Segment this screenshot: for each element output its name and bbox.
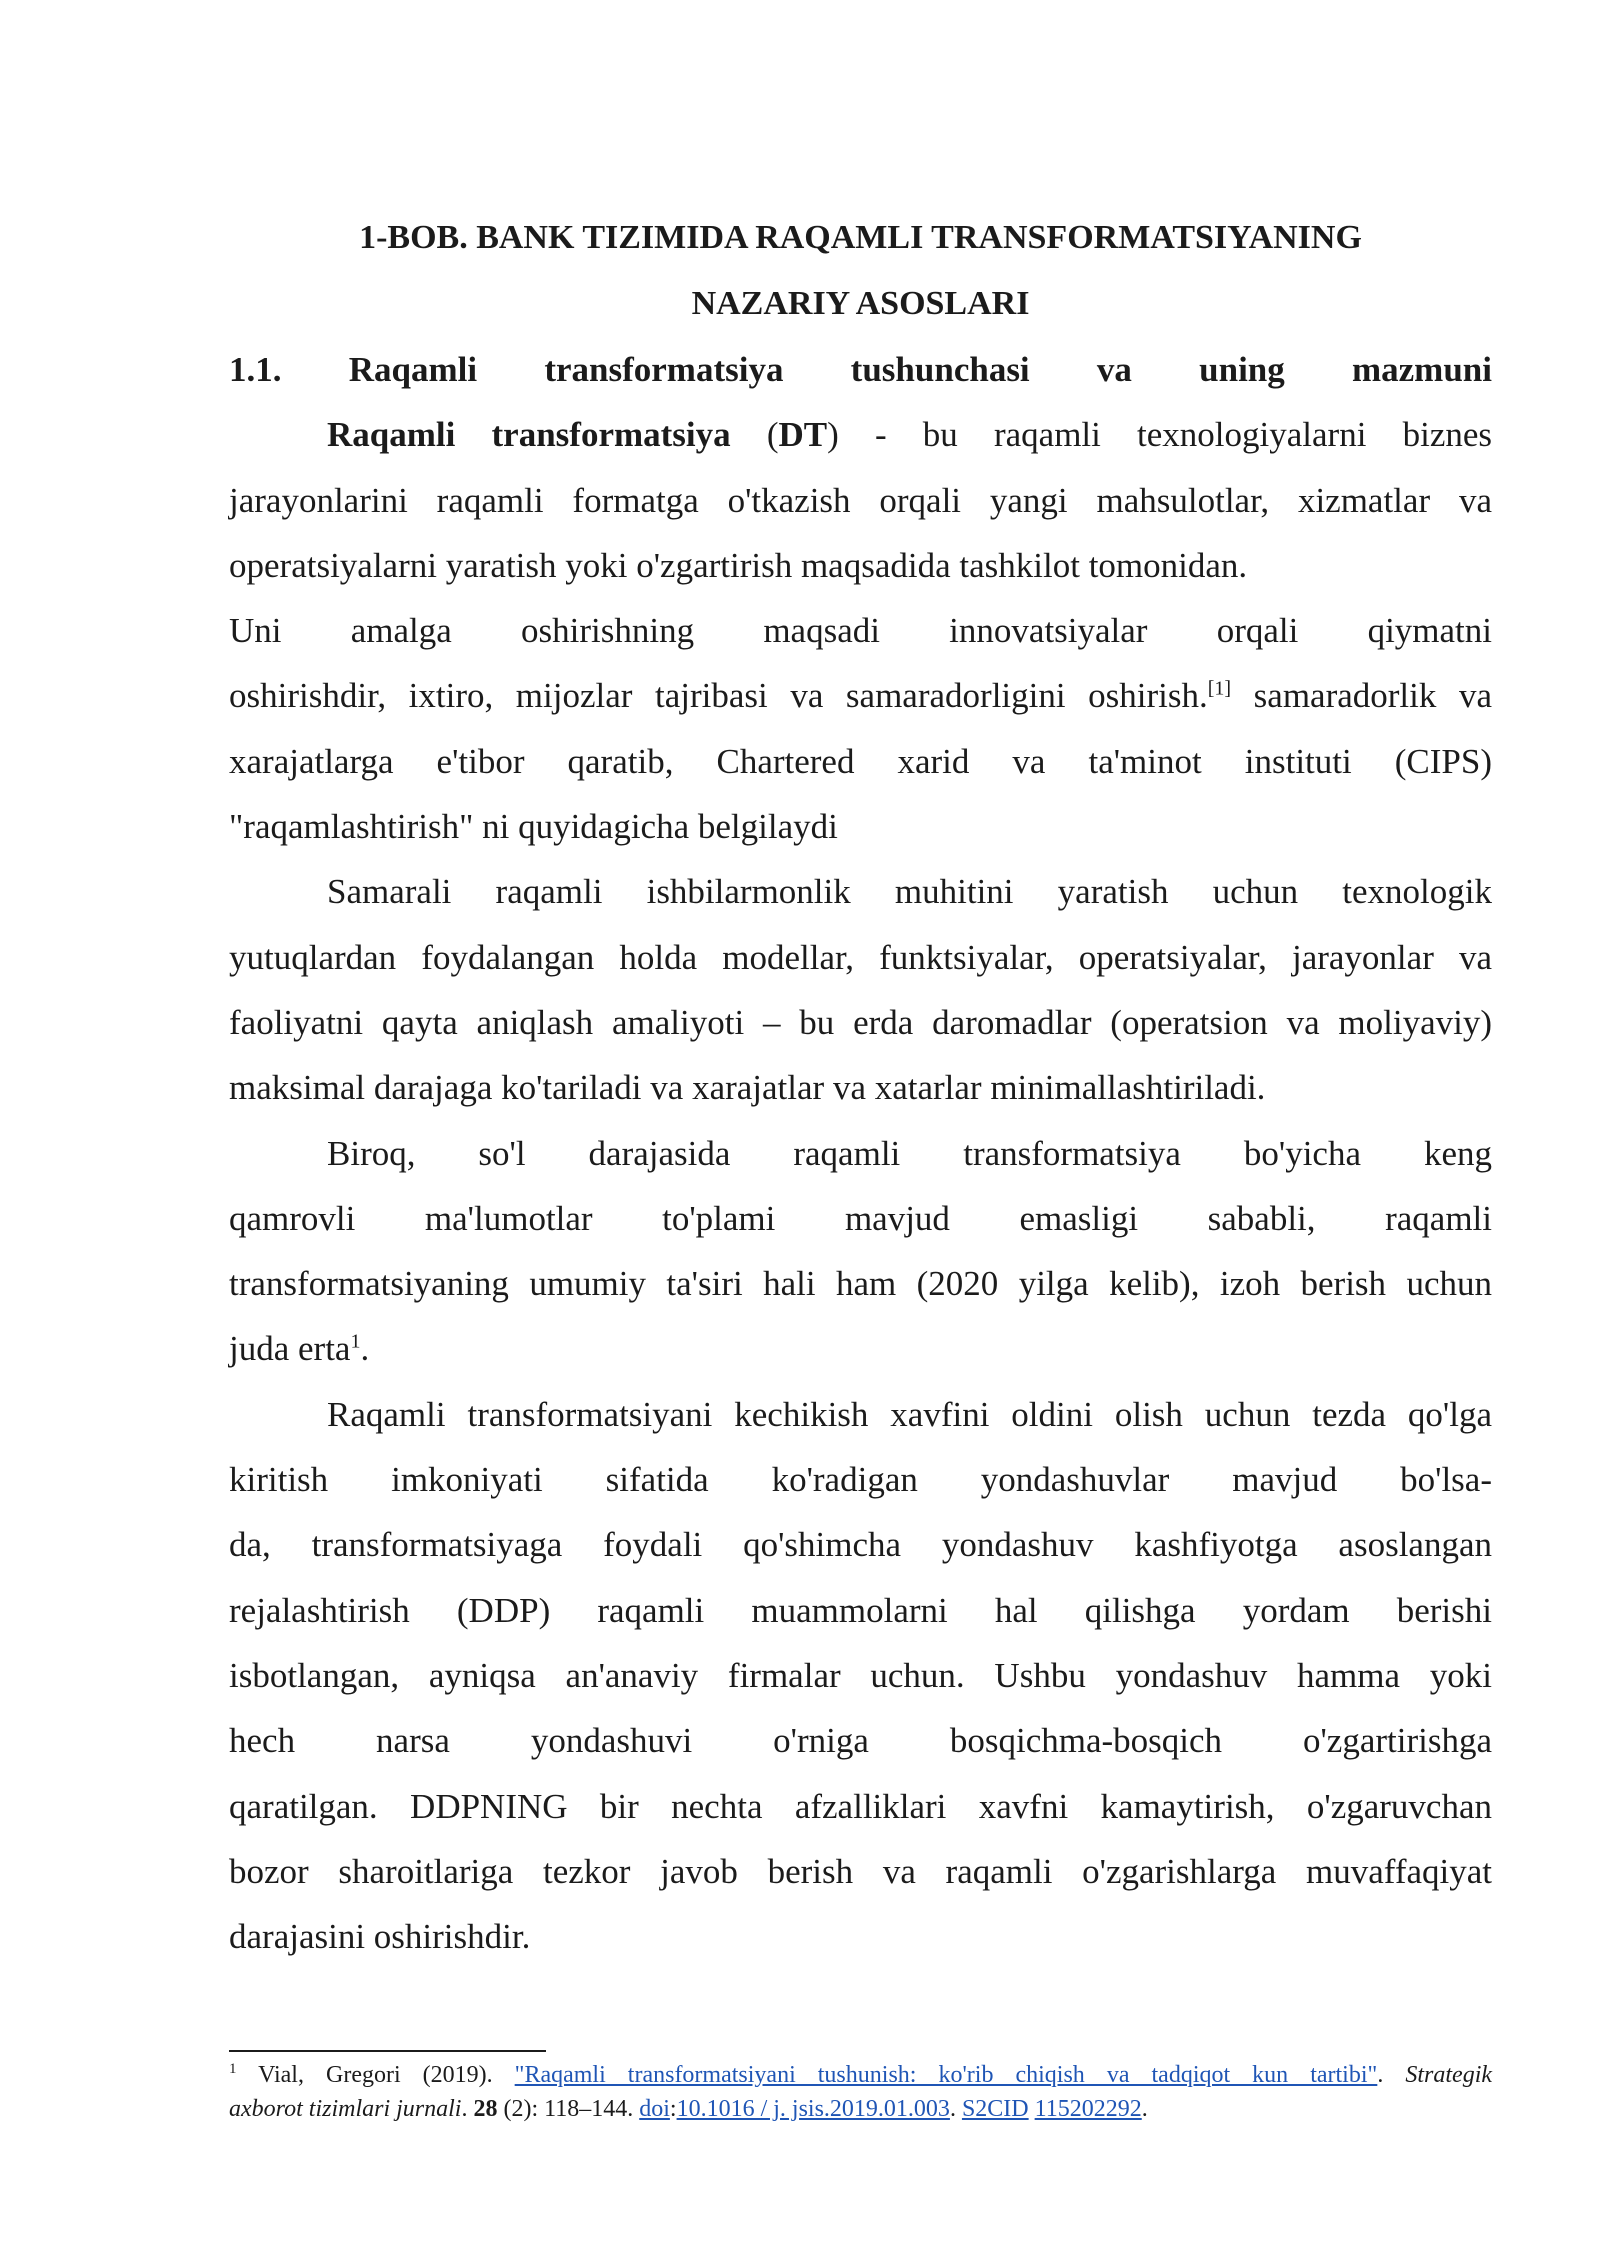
paragraph-definition bbox=[229, 402, 1492, 598]
footnote-reference-mark[interactable]: 1 bbox=[350, 1330, 361, 1353]
text-span: . bbox=[360, 1329, 370, 1369]
abbr-bold: DT bbox=[778, 415, 828, 455]
footnote-title-link[interactable]: "Raqamli transformatsiyani tushunish: ko'rib chiqish va tadqiqot kun tartibi" bbox=[514, 2062, 1378, 2088]
doi-label-link[interactable]: doi bbox=[639, 2096, 670, 2122]
text-span: oshirishdir, ixtiro, mijozlar tajribasi va samaradorligini oshirish. bbox=[229, 676, 1208, 716]
journal-name: Strategik bbox=[1405, 2062, 1493, 2088]
text-span: . bbox=[461, 2096, 474, 2122]
paragraph-line bbox=[229, 663, 1492, 728]
paragraph-line: "raqamlashtirish" ni quyidagicha belgilaydi bbox=[229, 807, 838, 847]
paragraph-line: darajasini oshirishdir. bbox=[229, 1917, 531, 1957]
paragraph-line: Raqamli transformatsiyani kechikish xavfini oldini olish uchun tezda qo'lga bbox=[327, 1394, 1492, 1434]
paragraph-line: yutuqlardan foydalangan holda modellar, funktsiyalar, operatsiyalar, jarayonlar va bbox=[229, 937, 1492, 977]
paragraph-line bbox=[229, 402, 1492, 467]
page-body bbox=[229, 205, 1492, 1969]
chapter-title bbox=[229, 205, 1492, 337]
paragraph-line: operatsiyalarni yaratish yoki o'zgartirish maqsadida tashkilot tomonidan. bbox=[229, 545, 1248, 585]
text-span: : bbox=[669, 2096, 677, 2122]
doi-value-link[interactable]: 10.1016 / j. jsis.2019.01.003 bbox=[676, 2096, 950, 2122]
text-span: juda erta bbox=[229, 1329, 351, 1369]
paragraph-line: Uni amalga oshirishning maqsadi innovatsiyalar orqali qiymatni bbox=[229, 611, 1492, 651]
paragraph-definition-quote bbox=[229, 859, 1492, 1120]
paragraph-line: maksimal darajaga ko'tariladi va xarajatlar va xatarlar minimallashtiriladi. bbox=[229, 1068, 1266, 1108]
text-span: samaradorlik va bbox=[1231, 676, 1492, 716]
s2cid-label-link[interactable]: S2CID bbox=[961, 2096, 1029, 2122]
paragraph-line: bozor sharoitlariga tezkor javob berish va raqamli o'zgarishlarga muvaffaqiyat bbox=[229, 1851, 1492, 1891]
text-span: (2): 118–144. bbox=[497, 2096, 640, 2122]
paragraph-line: qamrovli ma'lumotlar to'plami mavjud emasligi sababli, raqamli bbox=[229, 1198, 1492, 1238]
subsection-heading: 1.1. Raqamli transformatsiya tushunchasi va uning mazmuni bbox=[229, 350, 1492, 389]
footnote-author: Vial, Gregori (2019). bbox=[236, 2062, 515, 2088]
paragraph-line: da, transformatsiyaga foydali qo'shimcha yondashuv kashfiyotga asoslangan bbox=[229, 1525, 1492, 1565]
paragraph-purpose bbox=[229, 598, 1492, 859]
text-span: ) - bu raqamli texnologiyalarni biznes bbox=[827, 415, 1493, 455]
paragraph-line: transformatsiyaning umumiy ta'siri hali ham (2020 yilga kelib), izoh berish uchun bbox=[229, 1264, 1492, 1304]
term-bold: Raqamli transformatsiya bbox=[327, 415, 731, 455]
text-span: . bbox=[949, 2096, 962, 2122]
paragraph-line: faoliyatni qayta aniqlash amaliyoti – bu erda daromadlar (operatsion va moliyaviy) bbox=[229, 1002, 1492, 1042]
footnote-line bbox=[229, 2058, 1492, 2092]
paragraph-line: jarayonlarini raqamli formatga o'tkazish orqali yangi mahsulotlar, xizmatlar va bbox=[229, 480, 1492, 520]
paragraph-line: hech narsa yondashuvi o'rniga bosqichma-bosqich o'zgartirishga bbox=[229, 1721, 1492, 1761]
paragraph-ddp bbox=[229, 1382, 1492, 1970]
paragraph-macro-level bbox=[229, 1121, 1492, 1382]
text-span: . bbox=[1377, 2062, 1406, 2088]
text-span: . bbox=[1141, 2096, 1148, 2122]
text-span: ( bbox=[730, 415, 779, 455]
s2cid-value-link[interactable]: 115202292 bbox=[1034, 2096, 1142, 2122]
footnote-line bbox=[229, 2092, 1492, 2126]
chapter-title-line1: 1-BOB. BANK TIZIMIDA RAQAMLI TRANSFORMATSIYANING bbox=[359, 219, 1362, 256]
paragraph-line bbox=[229, 1316, 1492, 1381]
paragraph-line: isbotlangan, ayniqsa an'anaviy firmalar uchun. Ushbu yondashuv hamma yoki bbox=[229, 1655, 1492, 1695]
paragraph-line: rejalashtirish (DDP) raqamli muammolarni hal qilishga yordam berishi bbox=[229, 1590, 1492, 1630]
paragraph-line: qaratilgan. DDPNING bir nechta afzalliklari xavfni kamaytirish, o'zgaruvchan bbox=[229, 1786, 1492, 1826]
paragraph-line: kiritish imkoniyati sifatida ko'radigan yondashuvlar mavjud bo'lsa- bbox=[229, 1460, 1492, 1500]
chapter-title-line2: NAZARIY ASOSLARI bbox=[691, 285, 1030, 322]
journal-name: axborot tizimlari jurnali bbox=[229, 2096, 462, 2122]
reference-mark[interactable]: [1] bbox=[1207, 677, 1232, 700]
paragraph-line: xarajatlarga e'tibor qaratib, Chartered xarid va ta'minot instituti (CIPS) bbox=[229, 741, 1492, 781]
paragraph-line: Biroq, so'l darajasida raqamli transformatsiya bo'yicha keng bbox=[327, 1133, 1492, 1173]
footnote-mark: 1 bbox=[229, 2061, 237, 2077]
footnote bbox=[229, 2058, 1492, 2126]
journal-volume: 28 bbox=[473, 2096, 498, 2122]
paragraph-line: Samarali raqamli ishbilarmonlik muhitini yaratish uchun texnologik bbox=[327, 872, 1492, 912]
footnote-separator bbox=[229, 2050, 546, 2052]
